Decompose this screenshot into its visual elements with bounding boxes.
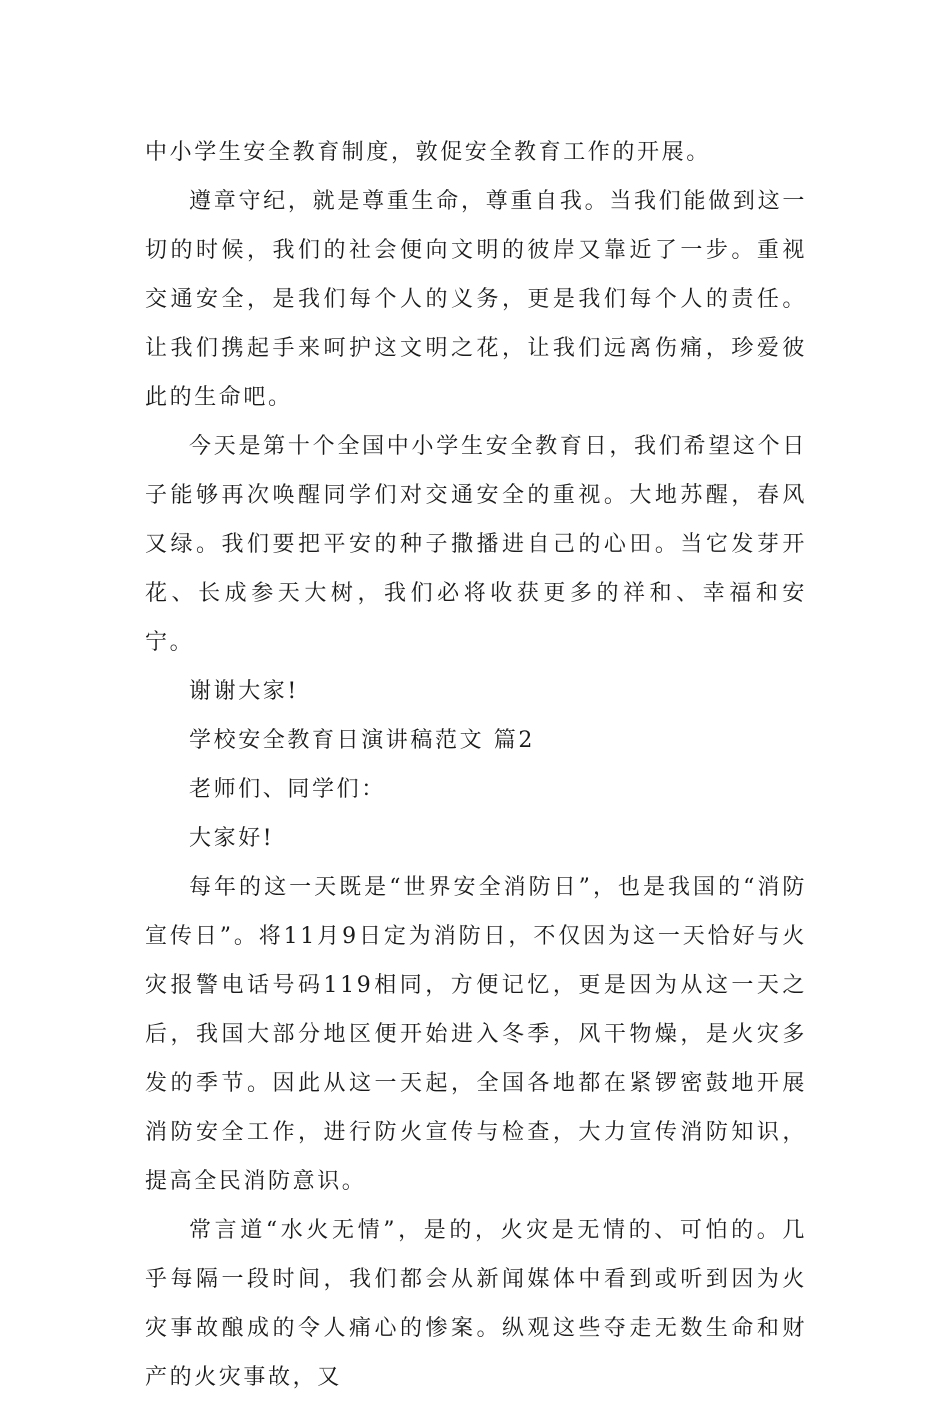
paragraph-4: 谢谢大家! [189, 679, 299, 704]
paragraph-greeting: 大家好! [189, 826, 275, 851]
paragraph-2: 遵章守纪，就是尊重生命，尊重自我。当我们能做到这一切的时候，我们的社会便向文明的彼岸又靠近了一步。重视交通安全，是我们每个人的义务，更是我们每个人的责任。让我们携起手来呵护这文明之花，让我们远离伤痛，珍爱彼此的生命吧。 [145, 189, 807, 410]
paragraph-8: 每年的这一天既是“世界安全消防日”，也是我国的“消防宣传日”。将11月9日定为消防日，不仅因为这一天恰好与火灾报警电话号码119相同，方便记忆，更是因为从这一天之后，我国大部分地区便开始进入冬季，风干物燥，是火灾多发的季节。因此从这一天起，全国各地都在紧锣密鼓地开展消防安全工作，进行防火宣传与检查，大力宣传消防知识，提高全民消防意识。 [145, 875, 807, 1194]
paragraph-9: 常言道“水火无情”，是的，火灾是无情的、可怕的。几乎每隔一段时间，我们都会从新闻媒体中看到或听到因为火灾事故酿成的令人痛心的惨案。纵观这些夺走无数生命和财产的火灾事故，又 [145, 1218, 807, 1390]
document-body [145, 128, 807, 1402]
section-heading: 学校安全教育日演讲稿范文 篇2 [189, 728, 535, 753]
paragraph-1: 中小学生安全教育制度，敦促安全教育工作的开展。 [145, 140, 711, 165]
paragraph-salutation: 老师们、同学们： [189, 777, 386, 802]
paragraph-3: 今天是第十个全国中小学生安全教育日，我们希望这个日子能够再次唤醒同学们对交通安全的重视。大地苏醒，春风又绿。我们要把平安的种子撒播进自己的心田。当它发芽开花、长成参天大树，我们必将收获更多的祥和、幸福和安宁。 [145, 434, 807, 655]
